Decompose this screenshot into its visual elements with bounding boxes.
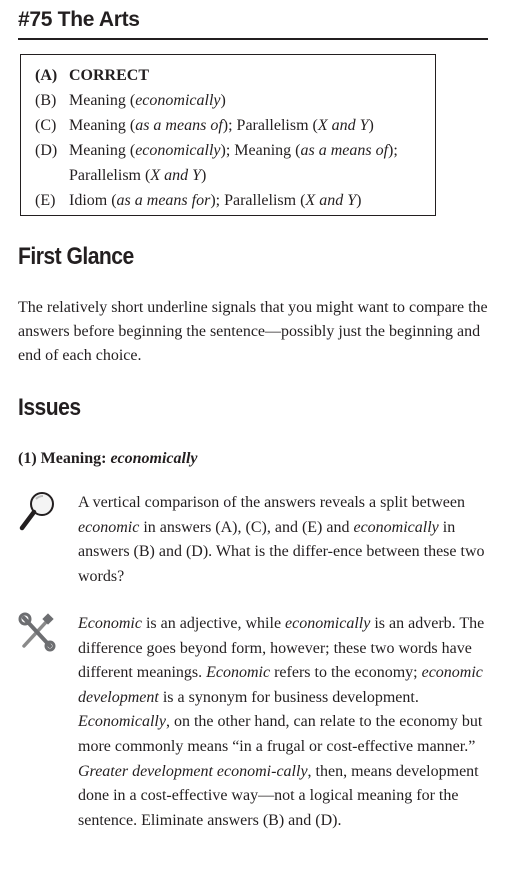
answer-row-e [35,188,435,213]
answer-text: Meaning (economically) [69,92,226,109]
answer-text: Meaning (as a means of); Parallelism (X and Y) [69,117,374,134]
answer-letter: (B) [35,92,57,109]
answer-row-d-continued: Parallelism (X and Y) [69,167,207,184]
answer-letter: (A) [35,67,58,84]
page-title: #75 The Arts [18,6,488,40]
answer-letter: (D) [35,142,58,159]
wrench-screwdriver-icon [18,612,58,656]
answer-summary-box [20,54,436,216]
answer-text: Meaning (economically); Meaning (as a means of); [69,142,398,159]
first-glance-heading: First Glance [18,243,134,270]
issue-explanation-paragraph: Economic is an adjective, while economically is an adverb. The difference goes beyond form, however; these two words have different meanings. Economic refers to the economy; economic development is a synonym for business development. Economically, on the other hand, can relate to the economy but more commonly means “in a frugal or cost-effective manner.” Greater development economi-cally, then, means development done in a cost-effective way—not a logical meaning for the sentence. Eliminate answers (B) and (D). [78,615,485,829]
answer-letter: (E) [35,192,56,209]
answer-row-c [35,113,435,138]
answer-row-d [35,138,435,163]
magnifying-glass-icon [18,490,58,534]
answer-text: CORRECT [69,67,150,84]
answer-letter: (C) [35,117,57,134]
answer-row-b [35,88,435,113]
answer-text: Idiom (as a means for); Parallelism (X and Y) [69,192,362,209]
first-glance-body: The relatively short underline signals that you might want to compare the answers before beginning the sentence—possibly just the beginning and end of each choice. [18,299,488,364]
issue-subheading: (1) Meaning: economically [18,450,198,467]
issue-comparison-paragraph: A vertical comparison of the answers reveals a split between economic in answers (A), (C), and (E) and economically in answers (B) and (D). What is the differ-ence between these two words? [78,494,485,585]
answer-row-a [35,63,435,88]
issues-heading: Issues [18,394,81,421]
